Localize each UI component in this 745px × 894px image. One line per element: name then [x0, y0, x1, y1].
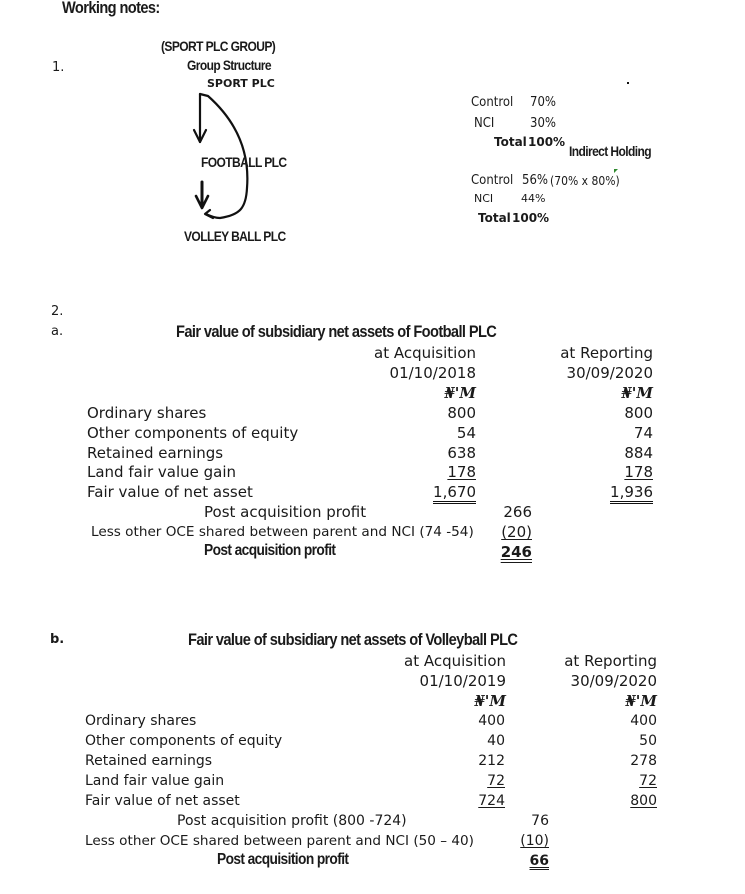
football-rep-header-1: at Reporting [560, 344, 653, 362]
direct-total-label: Total [494, 135, 527, 149]
note-number-2: 2. [51, 304, 64, 319]
football-less-oce-label: Less other OCE shared between parent and NCI (74 -54) [91, 524, 474, 540]
football-row-label: Ordinary shares [87, 404, 207, 422]
volleyball-acq-currency: ₦'M [474, 692, 506, 710]
volleyball-acq-header-1: at Acquisition [404, 652, 506, 670]
indirect-control-label: Control [471, 173, 514, 188]
working-notes-heading: Working notes: [62, 0, 160, 17]
football-final-label: Post acquisition profit [204, 542, 336, 559]
football-fv-title: Fair value of subsidiary net assets of Football PLC [176, 322, 497, 341]
volleyball-rep-header-1: at Reporting [564, 652, 657, 670]
sub-subsidiary-label: VOLLEY BALL PLC [184, 228, 286, 244]
indirect-control-value: 56% [522, 173, 549, 188]
volleyball-rep-currency: ₦'M [625, 692, 657, 710]
football-row-acq: 800 [447, 404, 476, 422]
football-row-label: Land fair value gain [87, 463, 237, 481]
football-total-acq: 1,670 [433, 483, 476, 504]
football-acq-header-1: at Acquisition [374, 344, 476, 362]
volleyball-row-label: Other components of equity [85, 733, 283, 749]
indirect-total-label: Total [478, 211, 511, 225]
comment-marker-icon [614, 169, 618, 173]
direct-nci-label: NCI [474, 116, 495, 131]
subsidiary-label: FOOTBALL PLC [201, 154, 287, 170]
indirect-nci-value: 44% [521, 192, 546, 205]
volleyball-fv-title: Fair value of subsidiary net assets of Volleyball PLC [188, 630, 518, 649]
note-letter-a: a. [51, 324, 64, 339]
volleyball-total-acq: 724 [478, 793, 505, 809]
volleyball-total-rep: 800 [630, 793, 657, 809]
volleyball-row-acq: 40 [487, 733, 505, 749]
football-row-label: Other components of equity [87, 424, 299, 442]
volleyball-rep-header-2: 30/09/2020 [570, 672, 657, 690]
volleyball-post-acq-value: 76 [531, 813, 549, 829]
football-row-acq: 638 [447, 444, 476, 462]
football-row-label: Fair value of net asset [87, 483, 253, 501]
group-title: (SPORT PLC GROUP) [161, 38, 276, 54]
football-row-rep: 884 [624, 444, 653, 462]
football-acq-header-2: 01/10/2018 [389, 364, 476, 382]
football-post-acq-value: 266 [503, 503, 532, 521]
volleyball-final-value: 66 [529, 853, 549, 869]
indirect-holding-heading: Indirect Holding [569, 143, 652, 159]
football-acq-currency: ₦'M [444, 384, 476, 402]
football-row-label: Retained earnings [87, 444, 224, 462]
football-row-acq: 54 [456, 424, 476, 442]
direct-control-value: 70% [530, 95, 557, 110]
stray-dot [627, 82, 629, 84]
arrow-head-icon [205, 210, 213, 218]
volleyball-row-acq: 400 [478, 713, 505, 729]
volleyball-post-acq-label: Post acquisition profit (800 -724) [177, 813, 407, 829]
football-rep-header-2: 30/09/2020 [566, 364, 653, 382]
volleyball-row-label: Land fair value gain [85, 773, 225, 789]
football-row-rep: 74 [633, 424, 653, 442]
direct-nci-value: 30% [530, 116, 557, 131]
direct-control-label: Control [471, 95, 514, 110]
volleyball-row-acq: 212 [478, 753, 505, 769]
football-row-rep: 178 [624, 463, 653, 481]
group-structure-subtitle: Group Structure [187, 57, 271, 73]
football-less-oce-value: (20) [501, 523, 532, 541]
football-post-acq-label: Post acquisition profit [204, 503, 367, 521]
volleyball-row-rep: 278 [630, 753, 657, 769]
football-total-rep: 1,936 [610, 483, 653, 504]
football-row-acq: 178 [447, 463, 476, 481]
indirect-control-calc: (70% x 80%) [550, 174, 620, 188]
volleyball-less-oce-value: (10) [520, 833, 549, 849]
parent-company-label: SPORT PLC [207, 77, 275, 90]
note-letter-b: b. [50, 632, 65, 647]
football-rep-currency: ₦'M [621, 384, 653, 402]
volleyball-row-rep: 72 [639, 773, 657, 789]
volleyball-row-acq: 72 [487, 773, 505, 789]
indirect-nci-label: NCI [474, 192, 494, 205]
football-final-value: 246 [500, 543, 532, 561]
indirect-total-value: 100% [512, 211, 550, 225]
volleyball-row-label: Ordinary shares [85, 713, 197, 729]
volleyball-row-rep: 50 [639, 733, 657, 749]
football-row-rep: 800 [624, 404, 653, 422]
volleyball-row-label: Retained earnings [85, 753, 213, 769]
volleyball-acq-header-2: 01/10/2019 [419, 672, 506, 690]
volleyball-row-label: Fair value of net asset [85, 793, 240, 809]
volleyball-less-oce-label: Less other OCE shared between parent and NCI (50 – 40) [85, 833, 474, 849]
volleyball-final-label: Post acquisition profit [217, 851, 349, 868]
volleyball-row-rep: 400 [630, 713, 657, 729]
note-number-1: 1. [52, 60, 65, 75]
direct-total-value: 100% [528, 135, 566, 149]
